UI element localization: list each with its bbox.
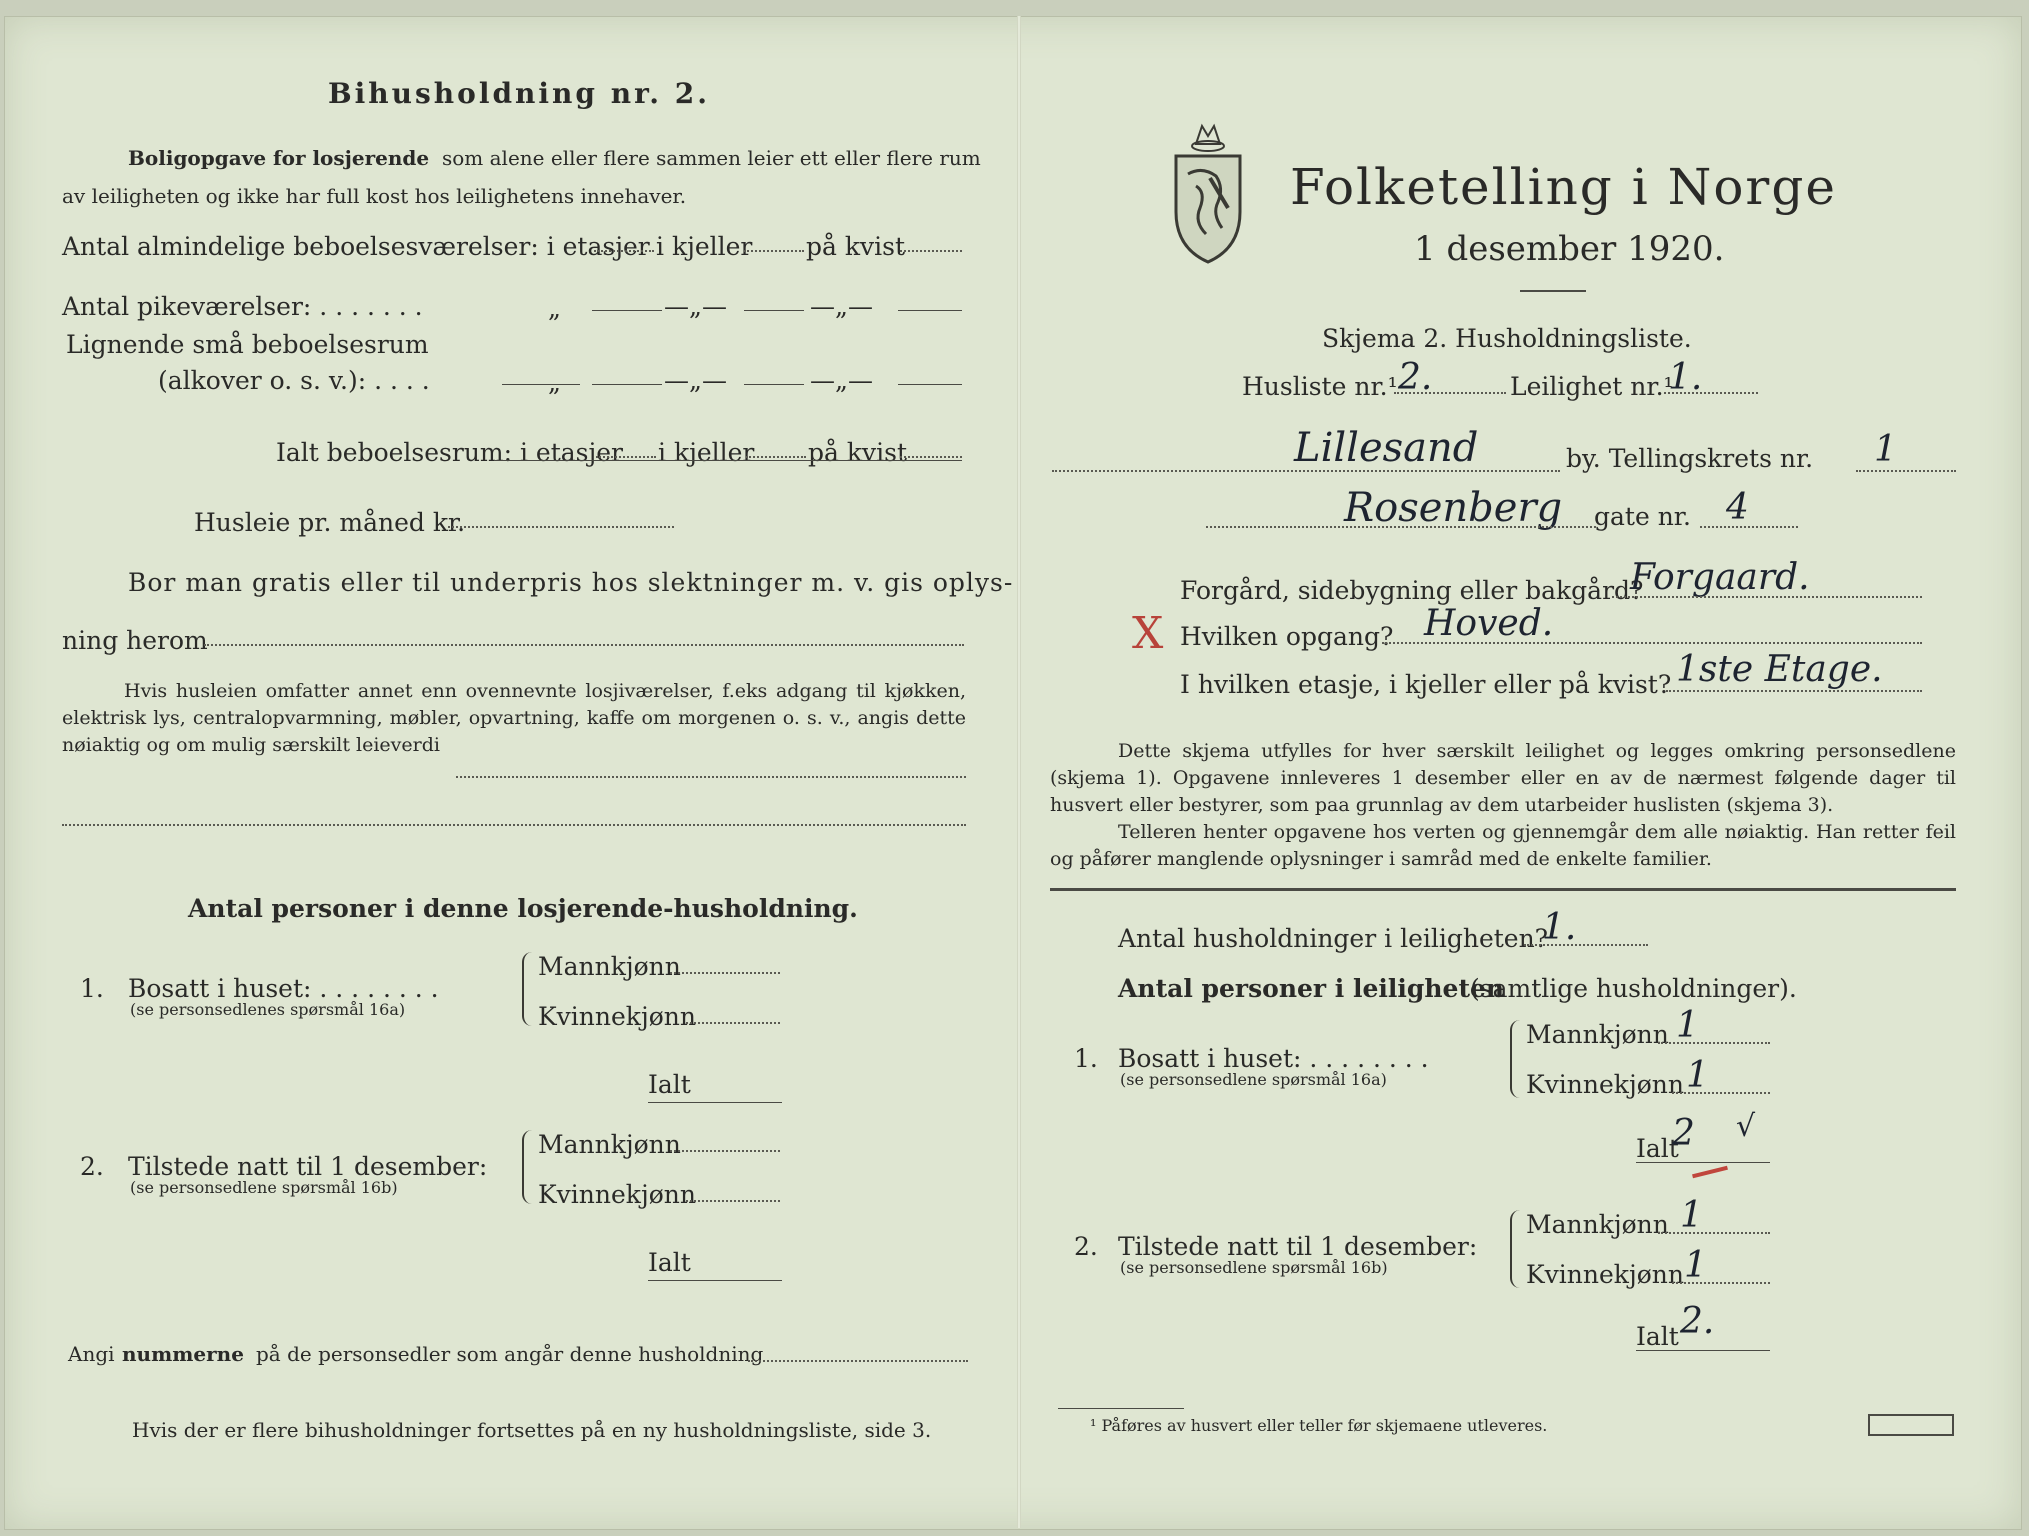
rooms-kvist-field[interactable] bbox=[900, 250, 962, 252]
q2-number: 2. bbox=[1074, 1232, 1098, 1261]
title-rule bbox=[1520, 290, 1586, 292]
kvinne-label: Kvinnekjønn bbox=[1526, 1260, 1684, 1289]
husliste-label: Husliste nr.¹ bbox=[1242, 372, 1398, 401]
angi-a: Angi bbox=[68, 1342, 115, 1366]
ialt-label: Ialt bbox=[1636, 1134, 1679, 1163]
opgang-field bbox=[1382, 642, 1922, 644]
husleie-label: Husleie pr. måned kr. bbox=[194, 508, 466, 537]
q1-kvinne-value[interactable]: 1 bbox=[1686, 1055, 1709, 1096]
q2-mann-field[interactable] bbox=[670, 1150, 780, 1152]
angi-b: nummerne bbox=[122, 1342, 244, 1366]
paa-kvist-label: på kvist bbox=[808, 438, 907, 467]
gate-value[interactable]: 4 bbox=[1726, 487, 1749, 528]
pike-etasjer-field[interactable] bbox=[592, 310, 662, 311]
ialt-label: Ialt bbox=[1636, 1322, 1679, 1351]
footnote: ¹ Påføres av husvert eller teller før skjemaene utleveres. bbox=[1090, 1416, 1548, 1435]
kvinne-label: Kvinnekjønn bbox=[538, 1180, 696, 1209]
instructions-para-2: Telleren henter opgavene hos verten og gjennemgår dem alle nøiaktig. Han retter feil og påfører manglende oplysninger i samråd med de enkelte familier. bbox=[1050, 821, 1956, 870]
mann-label: Mannkjønn bbox=[1526, 1210, 1669, 1239]
q1-number: 1. bbox=[1074, 1044, 1098, 1073]
q1-kvinne-field[interactable] bbox=[686, 1022, 780, 1024]
antal-hush-label: Antal husholdninger i leiligheten? bbox=[1118, 924, 1549, 953]
city-field bbox=[1052, 470, 1560, 472]
ialt-label: Ialt bbox=[648, 1248, 691, 1277]
dash-ditto: —„— bbox=[664, 292, 727, 321]
alkover-label-b: (alkover o. s. v.): . . . . bbox=[158, 366, 430, 395]
q1-mann-value[interactable]: 1 bbox=[1676, 1005, 1699, 1046]
q1-ialt-field bbox=[1636, 1162, 1770, 1163]
q2-brace bbox=[522, 1130, 534, 1204]
left-title: Bihusholdning nr. 2. bbox=[328, 77, 710, 110]
q1-brace bbox=[1510, 1020, 1522, 1098]
leilighet-label: Leilighet nr.¹ bbox=[1510, 372, 1674, 401]
q1-note: (se personsedlene spørsmål 16a) bbox=[1120, 1070, 1387, 1089]
rooms-kjeller-field[interactable] bbox=[744, 250, 804, 252]
ialt-kvist-field[interactable] bbox=[900, 456, 962, 458]
husliste-field bbox=[1394, 392, 1506, 394]
alkover-kjeller-field[interactable] bbox=[744, 384, 804, 385]
alkover-kvist-field[interactable] bbox=[898, 384, 962, 385]
skjema-label: Skjema 2. Husholdningsliste. bbox=[1322, 324, 1692, 353]
i-kjeller-label: i kjeller bbox=[656, 232, 753, 261]
ning-herom-text: ning herom bbox=[62, 626, 208, 655]
forgard-field bbox=[1612, 596, 1922, 598]
q2-brace bbox=[1510, 1210, 1522, 1288]
left-footer: Hvis der er flere bihusholdninger fortsettes på en ny husholdningsliste, side 3. bbox=[132, 1418, 932, 1442]
street-value[interactable]: Rosenberg bbox=[1344, 485, 1563, 531]
krets-value[interactable]: 1 bbox=[1874, 429, 1897, 470]
rooms-label: Antal almindelige beboelsesværelser: i etasjer bbox=[62, 232, 650, 261]
form-title: Folketelling i Norge bbox=[1290, 158, 1837, 216]
rooms-etasjer-field[interactable] bbox=[594, 250, 654, 252]
intro-rest: som alene eller flere sammen leier ett eller flere rum bbox=[442, 146, 981, 170]
printer-stamp bbox=[1868, 1414, 1954, 1436]
ialt-rooms-label: Ialt beboelsesrum: i etasjer bbox=[276, 438, 624, 467]
q1-ialt-value[interactable]: 2 bbox=[1672, 1113, 1695, 1154]
q2-note: (se personsedlene spørsmål 16b) bbox=[130, 1178, 398, 1197]
coat-of-arms-icon bbox=[1166, 116, 1250, 264]
mann-label: Mannkjønn bbox=[538, 1130, 681, 1159]
alkover-line bbox=[502, 384, 580, 385]
q2-ialt-value[interactable]: 2. bbox=[1680, 1301, 1715, 1342]
q1-label: Bosatt i huset: . . . . . . . . bbox=[128, 974, 439, 1003]
etasje-label: I hvilken etasje, i kjeller eller på kvist? bbox=[1180, 670, 1672, 699]
ialt-kjeller-field[interactable] bbox=[746, 456, 806, 458]
q2-label: Tilstede natt til 1 desember: bbox=[128, 1152, 488, 1181]
opgang-value[interactable]: Hoved. bbox=[1424, 603, 1554, 644]
alkover-etasjer-field[interactable] bbox=[592, 384, 662, 385]
q1-label: Bosatt i huset: . . . . . . . . bbox=[1118, 1044, 1429, 1073]
pike-kvist-field[interactable] bbox=[898, 310, 962, 311]
etasje-value[interactable]: 1ste Etage. bbox=[1676, 649, 1883, 690]
q1-ialt-field[interactable] bbox=[648, 1102, 782, 1103]
alkover-label-a: Lignende små beboelsesrum bbox=[66, 330, 429, 359]
section-rule bbox=[1050, 888, 1956, 891]
leilighet-field bbox=[1664, 392, 1758, 394]
intro-bold: Boligopgave for losjerende bbox=[128, 146, 430, 170]
ialt-underline bbox=[494, 460, 962, 461]
mann-label: Mannkjønn bbox=[1526, 1020, 1669, 1049]
ditto-mark: „ bbox=[548, 368, 561, 397]
antal-personer-heading: Antal personer i denne losjerende-husholdning. bbox=[188, 894, 858, 923]
q1-number: 1. bbox=[80, 974, 104, 1003]
kvinne-label: Kvinnekjønn bbox=[1526, 1070, 1684, 1099]
leieverdi-field-2[interactable] bbox=[62, 824, 966, 826]
page-fold bbox=[1017, 16, 1021, 1528]
etasje-field bbox=[1666, 690, 1922, 692]
antal-hush-value[interactable]: 1. bbox=[1542, 907, 1577, 948]
q2-ialt-field bbox=[1636, 1350, 1770, 1351]
mann-label: Mannkjønn bbox=[538, 952, 681, 981]
by-krets-label: by. Tellingskrets nr. bbox=[1566, 444, 1814, 473]
forgard-label: Forgård, sidebygning eller bakgård? bbox=[1180, 576, 1644, 605]
dash-ditto: —„— bbox=[810, 366, 873, 395]
ialt-label: Ialt bbox=[648, 1070, 691, 1099]
dash-ditto: —„— bbox=[810, 292, 873, 321]
leilighet-value[interactable]: 1. bbox=[1668, 357, 1703, 398]
q2-mann-value[interactable]: 1 bbox=[1680, 1195, 1703, 1236]
gate-field bbox=[1700, 526, 1798, 528]
ditto-mark: „ bbox=[548, 294, 561, 323]
q2-note: (se personsedlene spørsmål 16b) bbox=[1120, 1258, 1388, 1277]
paa-kvist-label: på kvist bbox=[806, 232, 905, 261]
city-value[interactable]: Lillesand bbox=[1294, 425, 1479, 471]
q2-kvinne-value[interactable]: 1 bbox=[1684, 1245, 1707, 1286]
q1-brace bbox=[522, 952, 534, 1026]
opgang-label: Hvilken opgang? bbox=[1180, 622, 1394, 651]
leieverdi-field[interactable] bbox=[456, 776, 966, 778]
kvinne-label: Kvinnekjønn bbox=[538, 1002, 696, 1031]
antal-pers-bold: Antal personer i leiligheten bbox=[1118, 974, 1505, 1003]
instructions-para-1: Dette skjema utfylles for hver særskilt leilighet og legges omkring personsedlene (skjema 1). Opgavene innleveres 1 desember eller en av de nærmest følgende dager til husvert eller bestyrer, som paa grunnlag av dem utarbeider huslisten (skjema 3). bbox=[1050, 740, 1956, 816]
street-field bbox=[1206, 526, 1596, 528]
krets-field bbox=[1856, 470, 1956, 472]
oplysning-field[interactable] bbox=[204, 644, 964, 646]
personsedler-field[interactable] bbox=[748, 1360, 968, 1362]
q2-mann-field bbox=[1658, 1232, 1770, 1234]
gate-label: gate nr. bbox=[1594, 502, 1691, 531]
q1-mann-field[interactable] bbox=[670, 972, 780, 974]
q2-kvinne-field bbox=[1672, 1282, 1770, 1284]
pike-kjeller-field[interactable] bbox=[744, 310, 804, 311]
husleie-note: Hvis husleien omfatter annet enn ovennevnte losjiværelser, f.eks adgang til kjøkken, elektrisk lys, centralopvarmning, møbler, opvartning, kaffe om morgenen o. s. v., angis dette nøiaktig og om mulig særskilt leieverdi bbox=[62, 680, 966, 756]
antal-hush-field bbox=[1524, 944, 1648, 946]
antal-pers-rest: (samtlige husholdninger). bbox=[1470, 974, 1797, 1003]
i-kjeller-label: i kjeller bbox=[658, 438, 755, 467]
intro-line2: av leiligheten og ikke har full kost hos leilighetens innehaver. bbox=[62, 184, 687, 208]
footnote-rule bbox=[1058, 1408, 1184, 1409]
census-date: 1 desember 1920. bbox=[1414, 229, 1725, 269]
q2-label: Tilstede natt til 1 desember: bbox=[1118, 1232, 1478, 1261]
q1-kvinne-field bbox=[1672, 1092, 1770, 1094]
ialt-etasjer-field[interactable] bbox=[596, 456, 656, 458]
q2-number: 2. bbox=[80, 1152, 104, 1181]
dash-ditto: —„— bbox=[664, 366, 727, 395]
q1-ialt-checkmark: √ bbox=[1736, 1109, 1756, 1144]
q2-ialt-field[interactable] bbox=[648, 1280, 782, 1281]
q1-note: (se personsedlenes spørsmål 16a) bbox=[130, 1000, 406, 1019]
q2-kvinne-field[interactable] bbox=[686, 1200, 780, 1202]
bor-man-text: Bor man gratis eller til underpris hos slektninger m. v. gis oplys- bbox=[128, 568, 1014, 597]
husliste-value[interactable]: 2. bbox=[1398, 357, 1433, 398]
forgard-value[interactable]: Forgaard. bbox=[1630, 557, 1810, 598]
husleie-field[interactable] bbox=[448, 526, 674, 528]
red-x-mark: X bbox=[1132, 608, 1164, 659]
q1-mann-field bbox=[1658, 1042, 1770, 1044]
angi-c: på de personsedler som angår denne husholdning bbox=[256, 1342, 764, 1366]
pike-label: Antal pikeværelser: . . . . . . . bbox=[62, 292, 423, 321]
